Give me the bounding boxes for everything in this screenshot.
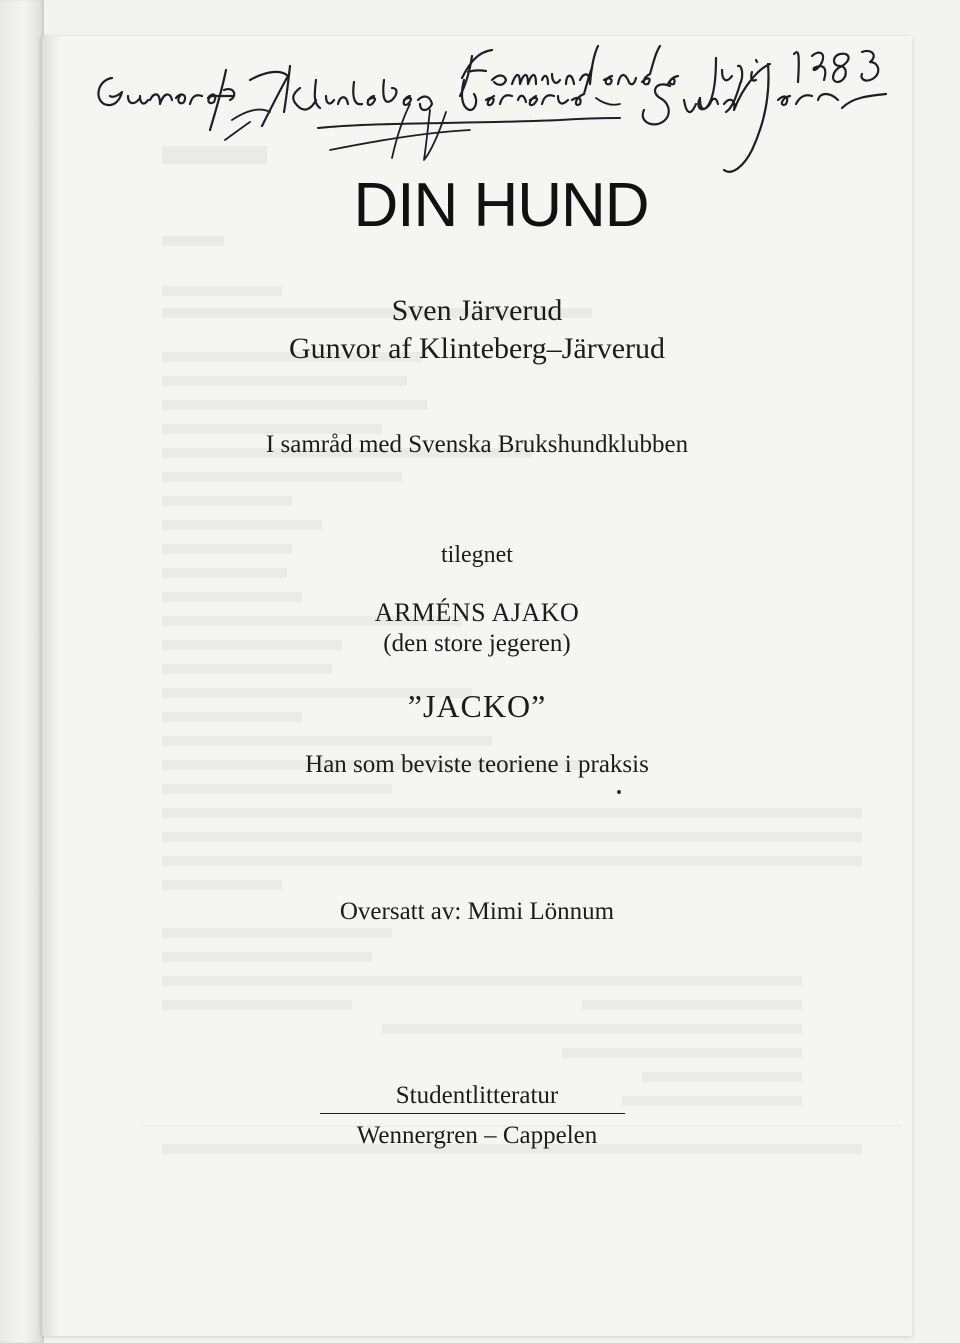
publisher-secondary: Wennergren – Cappelen (356, 1122, 598, 1149)
title-page (42, 36, 912, 1336)
ink-dot (617, 790, 621, 794)
translator-credit: Oversatt av: Mimi Lönnum (339, 898, 615, 925)
book-title: DIN HUND (353, 171, 649, 240)
handwritten-inscription (0, 0, 960, 220)
dedication-dog-name: ARMÉNS AJAKO (374, 598, 580, 627)
dedication-motto: Han som beviste teoriene i praksis (305, 751, 649, 778)
author-name: Gunvor af Klinteberg–Järverud (289, 332, 665, 365)
dedication-dog-note: (den store jegeren) (383, 630, 571, 657)
dedication-nickname: ”JACKO” (407, 688, 547, 724)
publisher-divider (320, 1113, 625, 1114)
author-name: Sven Järverud (391, 294, 563, 327)
dedication-label: tilegnet (441, 542, 513, 568)
publisher-primary: Studentlitteratur (395, 1082, 559, 1109)
collaboration-note: I samråd med Svenska Brukshundklubben (265, 431, 689, 458)
